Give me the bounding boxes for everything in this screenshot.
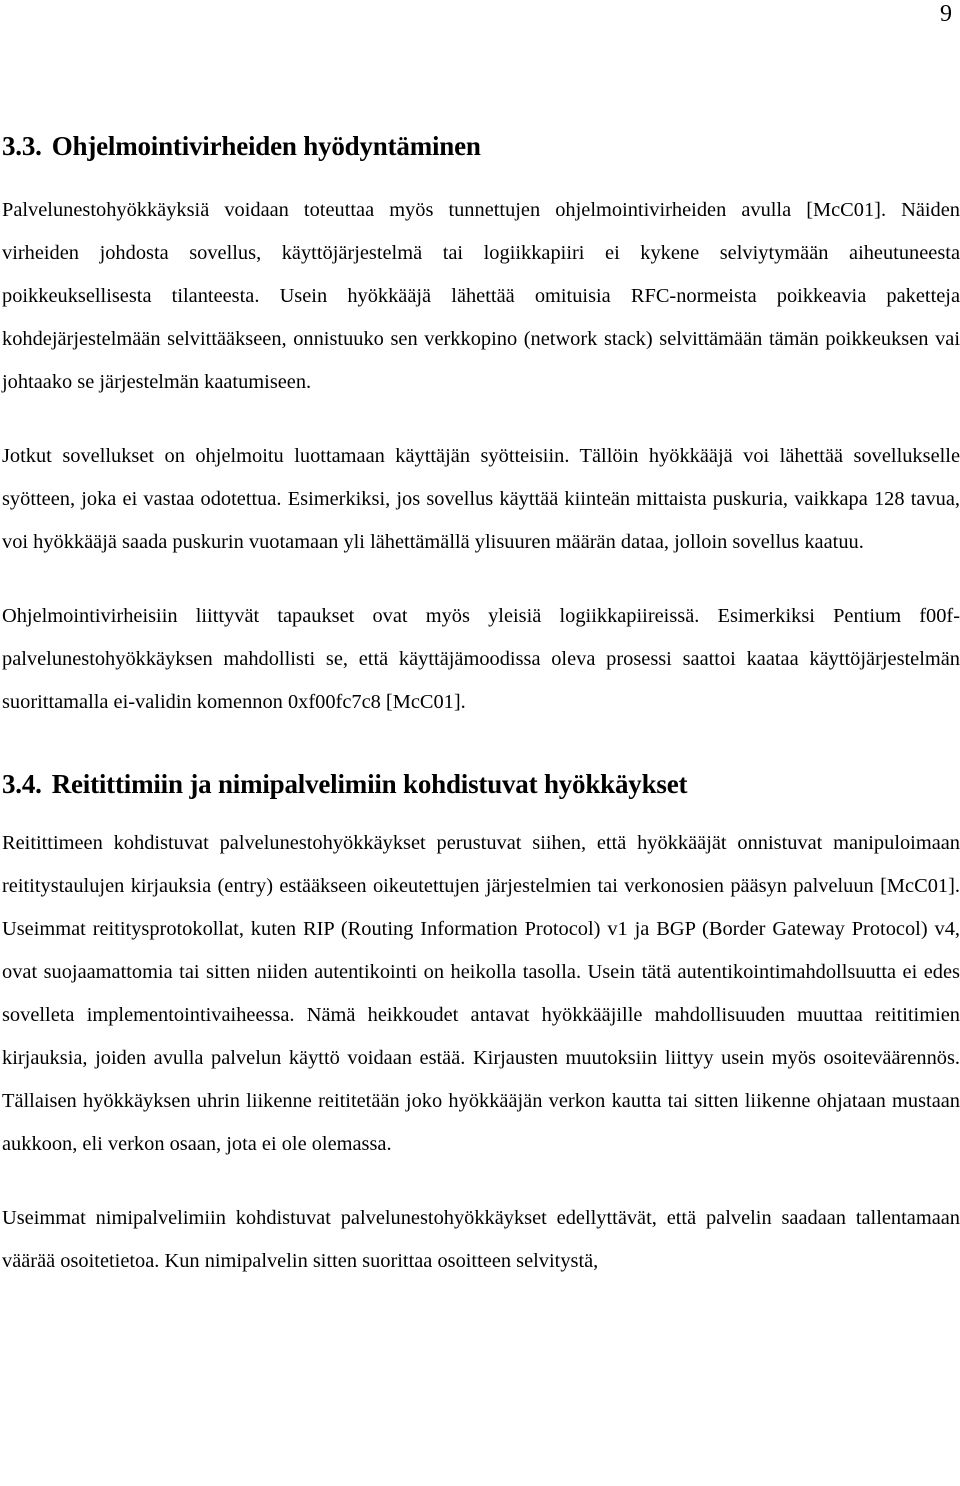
page-number: 9 bbox=[940, 1, 952, 27]
paragraph: Palvelunestohyökkäyksiä voidaan toteuttaa myös tunnettujen ohjelmointivirheiden avulla [McC01]. Näiden virheiden johdosta sovellus, käyttöjärjestelmä tai logiikkapiiri ei kykene selviytymään aiheutuneesta poikkeuksellisesta tilanteesta. Usein hyökkääjä lähettää omituisia RFC-normeista poikkeavia paketteja kohdejärjestelmään selvittääkseen, onnistuuko sen verkkopino (network stack) selvittämään tämän poikkeuksen vai johtaako se järjestelmän kaatumiseen. bbox=[2, 199, 960, 393]
section-heading-3-3 bbox=[2, 126, 960, 166]
paragraph: Useimmat nimipalvelimiin kohdistuvat palvelunestohyökkäykset edellyttävät, että palvelin saadaan tallentamaan väärää osoitetietoa. Kun nimipalvelin sitten suorittaa osoitteen selvitystä, bbox=[2, 1207, 960, 1272]
document-body bbox=[2, 126, 960, 1283]
section-number: 3.4. bbox=[2, 769, 42, 799]
section-title: Ohjelmointivirheiden hyödyntäminen bbox=[51, 131, 481, 161]
section-heading-3-4 bbox=[2, 764, 960, 804]
paragraph: Reitittimeen kohdistuvat palvelunestohyökkäykset perustuvat siihen, että hyökkääjät onnistuvat manipuloimaan reititystaulujen kirjauksia (entry) estääkseen oikeutettujen järjestelmien tai verkonosien pääsyn palveluun [McC01]. Useimmat reititysprotokollat, kuten RIP (Routing Information Protocol) v1 ja BGP (Border Gateway Protocol) v4, ovat suojaamattomia tai sitten niiden autentikointi on heikolla tasolla. Usein tätä autentikointimahdollsuutta ei edes sovelleta implementointivaiheessa. Nämä heikkoudet antavat hyökkääjille mahdollisuuden muuttaa reititimien kirjauksia, joiden avulla palvelun käyttö voidaan estää. Kirjausten muutoksiin liittyy usein myös osoiteväärennös. Tällaisen hyökkäyksen uhrin liikenne reititetään joko hyökkääjän verkon kautta tai sitten liikenne ohjataan mustaan aukkoon, eli verkon osaan, jota ei ole olemassa. bbox=[2, 832, 960, 1155]
section-number: 3.3. bbox=[2, 131, 42, 161]
paragraph: Ohjelmointivirheisiin liittyvät tapaukset ovat myös yleisiä logiikkapiireissä. Esimerkiksi Pentium f00f-palvelunestohyökkäyksen mahdollisti se, että käyttäjämoodissa oleva prosessi saattoi kaataa käyttöjärjestelmän suorittamalla ei-validin komennon 0xf00fc7c8 [McC01]. bbox=[2, 605, 960, 713]
section-title: Reitittimiin ja nimipalvelimiin kohdistuvat hyökkäykset bbox=[51, 769, 688, 799]
paragraph: Jotkut sovellukset on ohjelmoitu luottamaan käyttäjän syötteisiin. Tällöin hyökkääjä voi lähettää sovellukselle syötteen, joka ei vastaa odotettua. Esimerkiksi, jos sovellus käyttää kiinteän mittaista puskuria, vaikkapa 128 tavua, voi hyökkääjä saada puskurin vuotamaan yli lähettämällä ylisuuren määrän dataa, jolloin sovellus kaatuu. bbox=[2, 445, 960, 553]
